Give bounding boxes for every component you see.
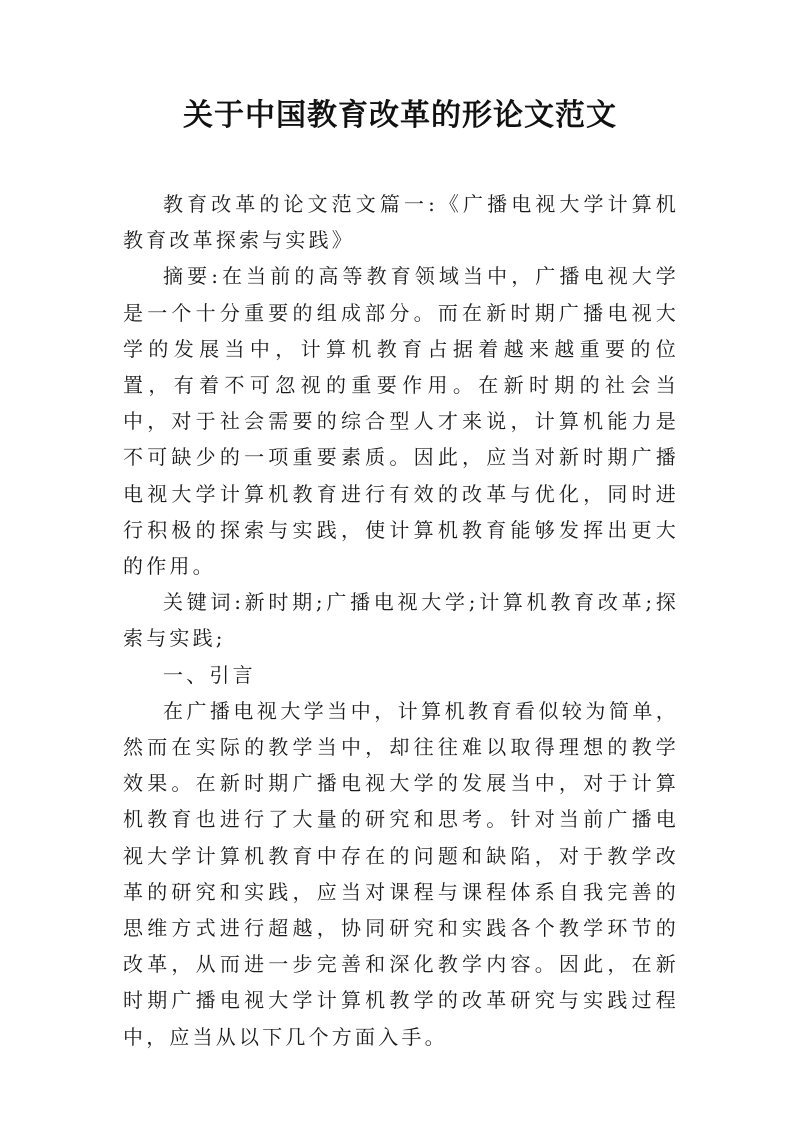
document-body xyxy=(123,186,679,1055)
paragraph-keywords: 关键词:新时期;广播电视大学;计算机教育改革;探索与实践; xyxy=(123,590,679,651)
paragraph-article-heading: 教育改革的论文范文篇一:《广播电视大学计算机教育改革探索与实践》 xyxy=(123,192,679,253)
document-title: 关于中国教育改革的形论文范文 xyxy=(183,98,617,133)
paragraph-introduction: 在广播电视大学当中，计算机教育看似较为简单，然而在实际的教学当中，却往往难以取得理想的教学效果。在新时期广播电视大学的发展当中，对于计算机教育也进行了大量的研究和思考。针对当前广播电视大学计算机教育中存在的问题和缺陷，对于教学改革的研究和实践，应当对课程与课程体系自我完善的思维方式进行超越，协同研究和实践各个教学环节的改革，从而进一步完善和深化教学内容。因此，在新时期广播电视大学计算机教学的改革研究与实践过程中，应当从以下几个方面入手。 xyxy=(123,698,679,1049)
section-heading-introduction: 一、引言 xyxy=(163,662,256,687)
paragraph-abstract: 摘要:在当前的高等教育领域当中，广播电视大学是一个十分重要的组成部分。而在新时期广播电视大学的发展当中，计算机教育占据着越来越重要的位置，有着不可忽视的重要作用。在新时期的社会当中，对于社会需要的综合型人才来说，计算机能力是不可缺少的一项重要素质。因此，应当对新时期广播电视大学计算机教育进行有效的改革与优化，同时进行积极的探索与实践，使计算机教育能够发挥出更大的作用。 xyxy=(123,264,679,579)
